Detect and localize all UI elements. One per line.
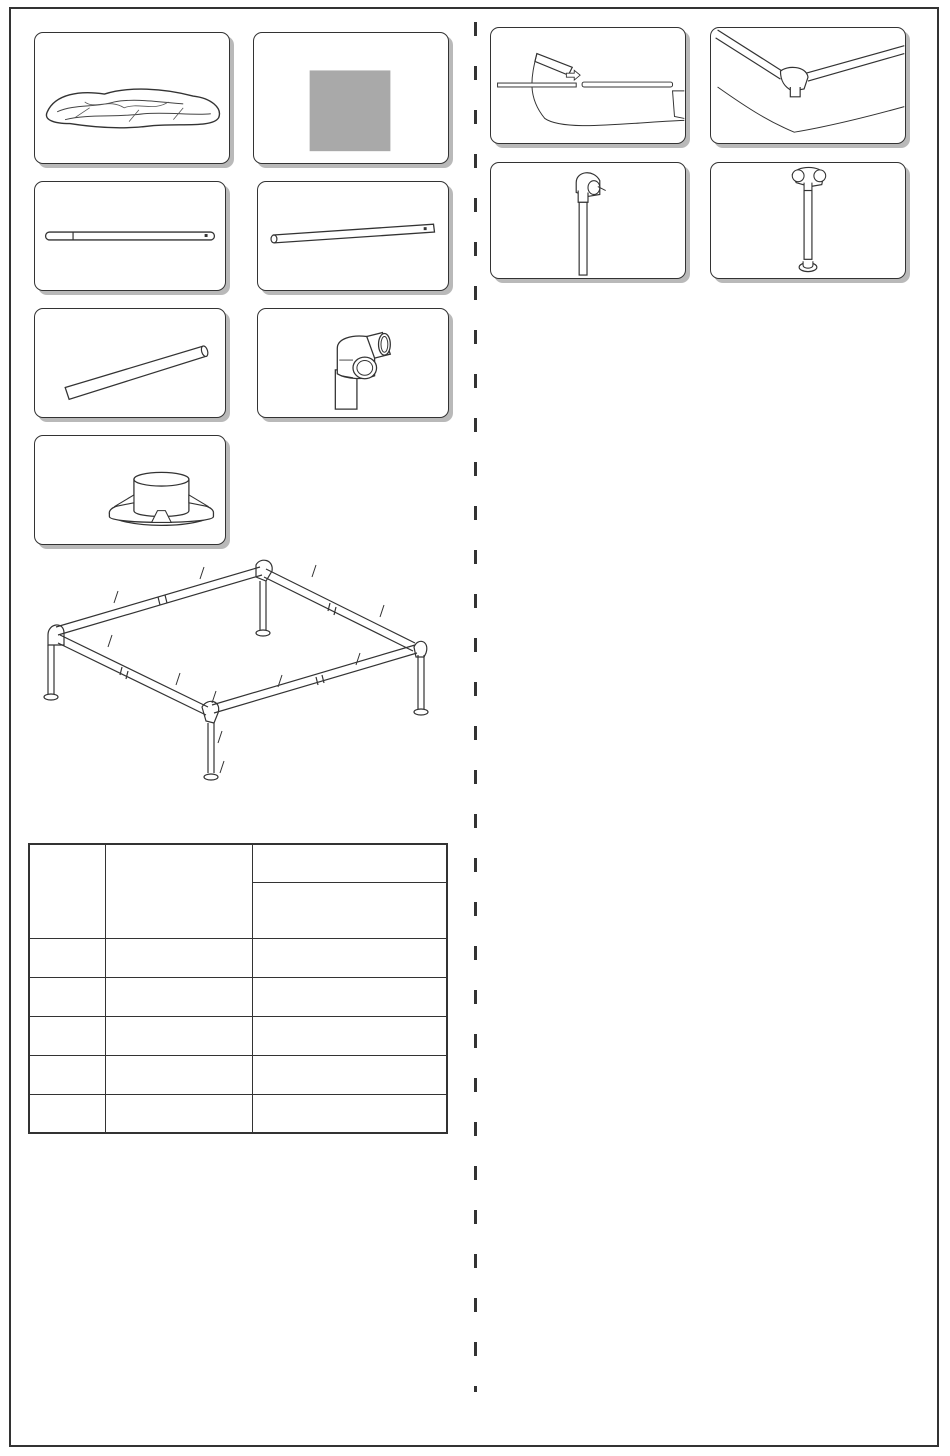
table-header-cell — [29, 844, 105, 938]
assembled-frame-diagram — [30, 555, 450, 795]
horizontal-beam-icon — [35, 182, 225, 290]
leg-base-attach-icon — [711, 163, 905, 278]
part-card-pool-liner — [34, 32, 230, 164]
joint-leg-icon — [491, 163, 685, 278]
step-card-insert-beam — [490, 27, 686, 144]
part-card-leg-base — [34, 435, 226, 545]
column-divider — [474, 22, 477, 1392]
table-header-cell — [105, 844, 252, 938]
table-row — [29, 977, 447, 1016]
part-card-t-joint — [257, 308, 449, 418]
ground-cloth-icon — [254, 33, 448, 163]
table-header-cell — [252, 844, 447, 882]
t-joint-icon — [258, 309, 448, 417]
pool-liner-icon — [35, 33, 229, 163]
part-card-vertical-leg — [34, 308, 226, 418]
step-card-attach-joint-to-leg — [490, 162, 686, 279]
part-card-ground-cloth — [253, 32, 449, 164]
table-row — [29, 1055, 447, 1094]
table-row — [29, 1016, 447, 1055]
table-row — [29, 938, 447, 977]
vertical-leg-icon — [35, 309, 225, 417]
table-row — [29, 1094, 447, 1133]
beam-insert-icon — [491, 28, 685, 143]
corner-connect-icon — [711, 28, 905, 143]
table-header-cell — [252, 882, 447, 938]
step-card-attach-base — [710, 162, 906, 279]
leg-base-icon — [35, 436, 225, 544]
horizontal-beam-icon — [258, 182, 448, 290]
part-card-horizontal-beam-b — [257, 181, 449, 291]
part-card-horizontal-beam-a — [34, 181, 226, 291]
parts-list-table — [28, 843, 448, 1134]
step-card-connect-corner — [710, 27, 906, 144]
